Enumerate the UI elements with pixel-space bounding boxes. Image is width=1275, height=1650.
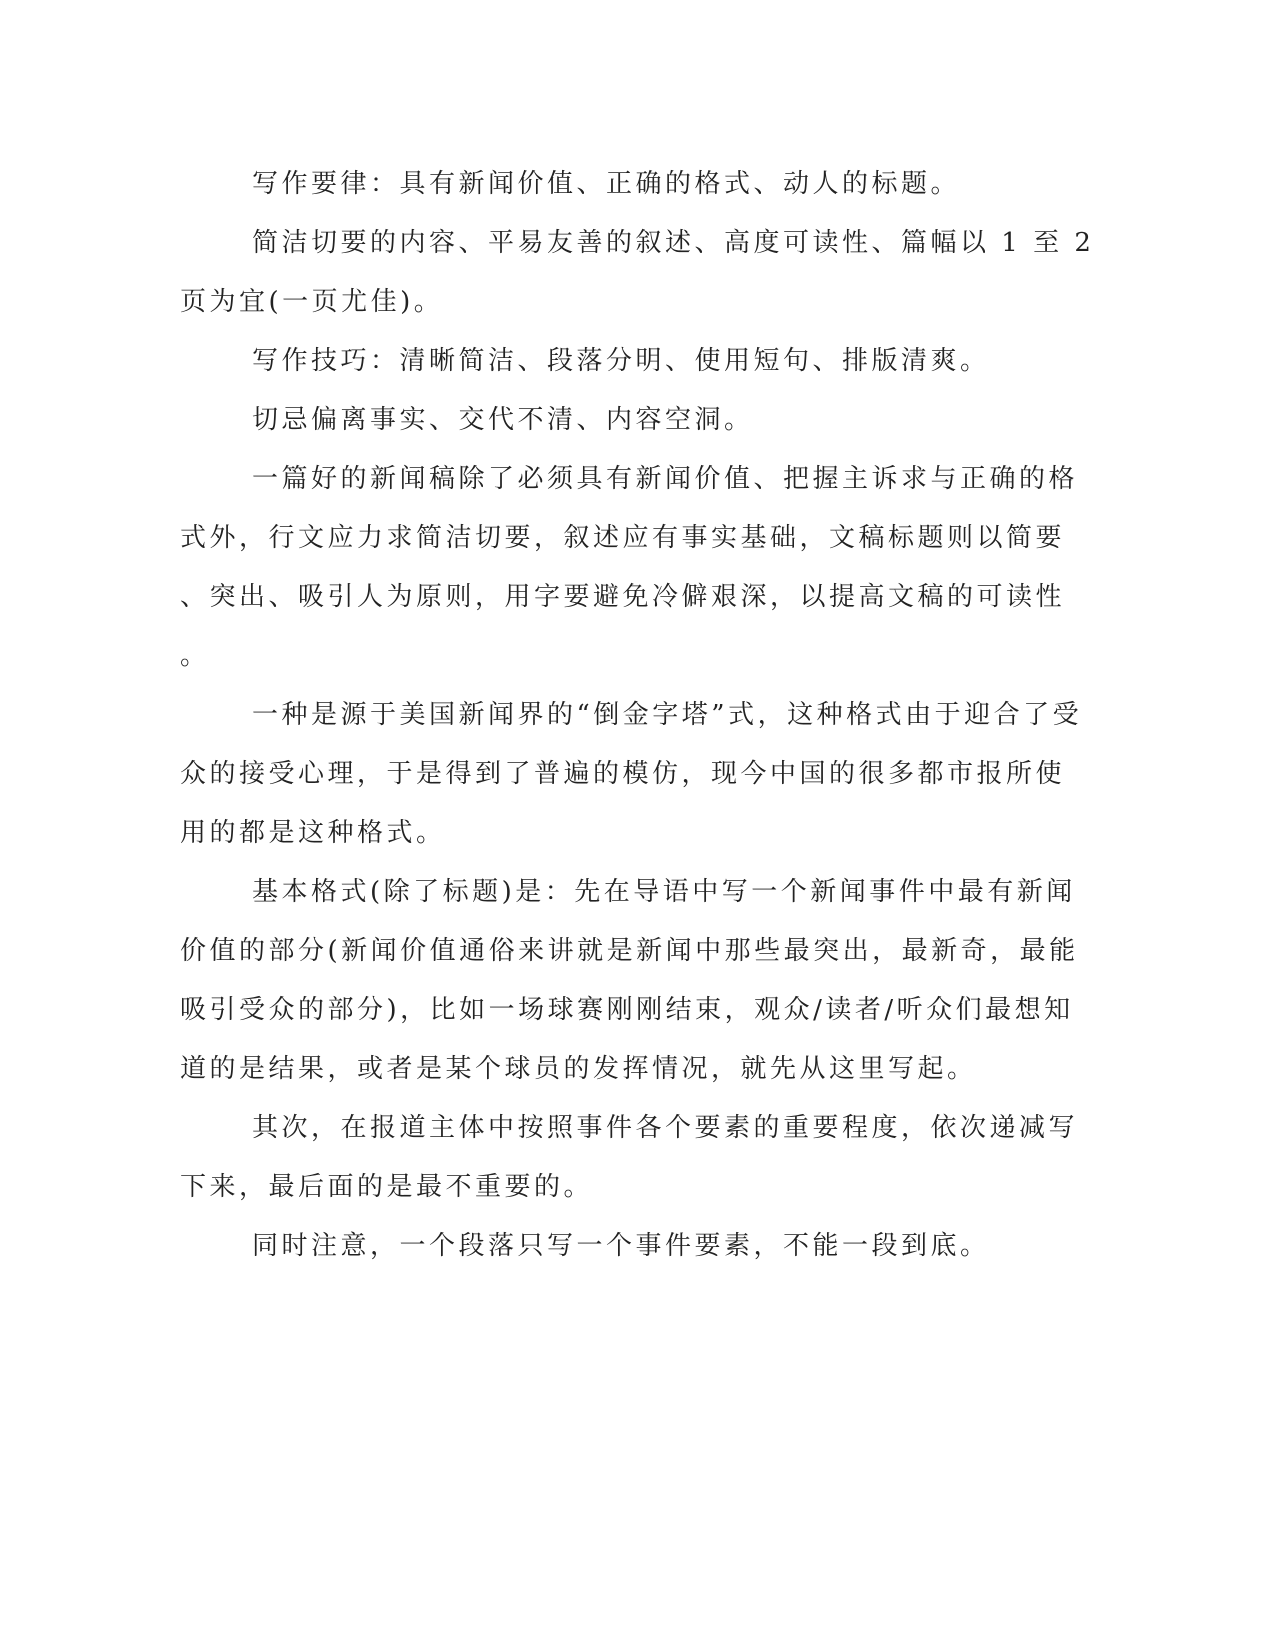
text-line: 下来，最后面的是最不重要的。	[180, 1172, 594, 1202]
paragraph-inverted-pyramid	[180, 686, 1083, 863]
paragraph-basic-format	[180, 863, 1079, 1099]
paragraph-secondly	[180, 1099, 1079, 1217]
text-line: 一种是源于美国新闻界的“倒金字塔”式，这种格式由于迎合了受	[252, 700, 1083, 730]
text-line: 一篇好的新闻稿除了必须具有新闻价值、把握主诉求与正确的格	[252, 464, 1079, 494]
text-line: 道的是结果，或者是某个球员的发挥情况，就先从这里写起。	[180, 1054, 977, 1084]
text-line: 用的都是这种格式。	[180, 818, 446, 848]
text-line: 同时注意，一个段落只写一个事件要素，不能一段到底。	[252, 1231, 990, 1261]
text-line: 写作技巧：清晰简洁、段落分明、使用短句、排版清爽。	[252, 346, 990, 376]
paragraph-good-press-release	[180, 450, 1079, 686]
text-line: 式外，行文应力求简洁切要，叙述应有事实基础，文稿标题则以简要	[180, 523, 1066, 553]
paragraph-content-requirements	[180, 214, 1095, 332]
text-line: 简洁切要的内容、平易友善的叙述、高度可读性、篇幅以 1 至 2	[252, 228, 1095, 258]
document-body	[180, 155, 1095, 1276]
text-line: 。	[180, 641, 210, 671]
text-line: 、突出、吸引人为原则，用字要避免冷僻艰深，以提高文稿的可读性	[180, 582, 1066, 612]
paragraph-note	[180, 1217, 1030, 1276]
text-line: 吸引受众的部分)，比如一场球赛刚刚结束，观众/读者/听众们最想知	[180, 995, 1074, 1025]
text-line: 基本格式(除了标题)是：先在导语中写一个新闻事件中最有新闻	[252, 877, 1076, 907]
text-line: 切忌偏离事实、交代不清、内容空洞。	[252, 405, 754, 435]
text-line: 页为宜(一页尤佳)。	[180, 287, 444, 317]
text-line: 写作要律：具有新闻价值、正确的格式、动人的标题。	[252, 169, 961, 199]
text-line: 其次，在报道主体中按照事件各个要素的重要程度，依次递减写	[252, 1113, 1079, 1143]
text-line: 众的接受心理，于是得到了普遍的模仿，现今中国的很多都市报所使	[180, 759, 1066, 789]
paragraph-writing-rules	[180, 155, 1030, 214]
paragraph-writing-skills	[180, 332, 1030, 391]
text-line: 价值的部分(新闻价值通俗来讲就是新闻中那些最突出，最新奇，最能	[180, 936, 1079, 966]
paragraph-avoid	[180, 391, 1030, 450]
